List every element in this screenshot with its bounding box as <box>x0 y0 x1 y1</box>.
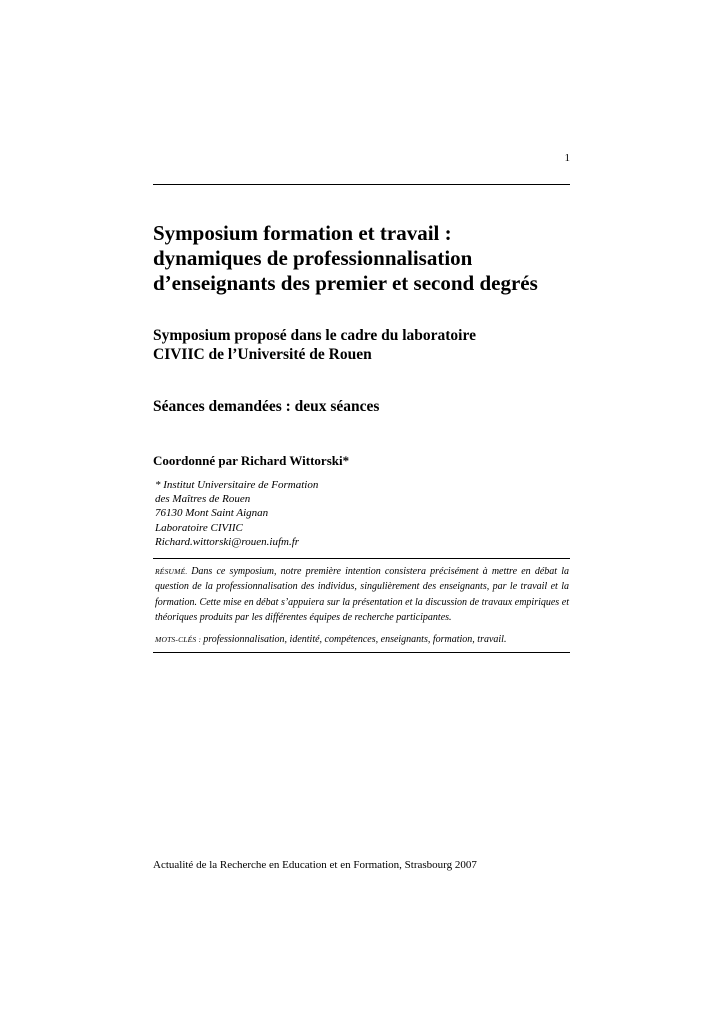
title-line: Symposium formation et travail : <box>153 221 452 245</box>
coordinator-heading: Coordonné par Richard Wittorski* <box>153 453 350 468</box>
keywords <box>155 633 569 647</box>
abstract-label: RÉSUMÉ. <box>155 567 192 576</box>
header-rule <box>153 184 570 185</box>
abstract-top-rule <box>153 558 570 559</box>
subtitle-line: Symposium proposé dans le cadre du laboratoire <box>153 327 476 344</box>
author-email: Richard.wittorski@rouen.iufm.fr <box>155 535 300 548</box>
affiliation-line: * Institut Universitaire de Formation <box>155 479 319 491</box>
title-line: dynamiques de professionnalisation <box>153 246 473 270</box>
title-line: d’enseignants des premier et second degrés <box>153 271 538 295</box>
sessions-requested: Séances demandées : deux séances <box>153 398 380 415</box>
page-footer: Actualité de la Recherche en Education et en Formation, Strasbourg 2007 <box>153 859 477 871</box>
page-number: 1 <box>564 152 570 164</box>
keywords-label: MOTS-CLÉS : <box>155 635 204 644</box>
affiliation-line: 76130 Mont Saint Aignan <box>155 507 269 520</box>
affiliation-line: Laboratoire CIVIIC <box>155 521 243 534</box>
author-affiliation <box>155 478 455 549</box>
affiliation-line: des Maîtres de Rouen <box>155 493 251 506</box>
abstract-text: Dans ce symposium, notre première intention consistera précisément à mettre en débat la question de la professionnalisation des individus, singulièrement des enseignants, par le travail et la formation. Cette mise en débat s’appuiera sur la présentation et la discussion de travaux empiriques et théoriques produits par les différentes équipes de recherche participantes. <box>155 566 569 624</box>
document-title <box>153 221 583 296</box>
subtitle-line: CIVIIC de l’Université de Rouen <box>153 346 372 363</box>
abstract-bottom-rule <box>153 652 570 653</box>
document-subtitle <box>153 326 573 364</box>
abstract <box>155 564 569 626</box>
keywords-text: professionnalisation, identité, compétences, enseignants, formation, travail. <box>203 634 507 645</box>
